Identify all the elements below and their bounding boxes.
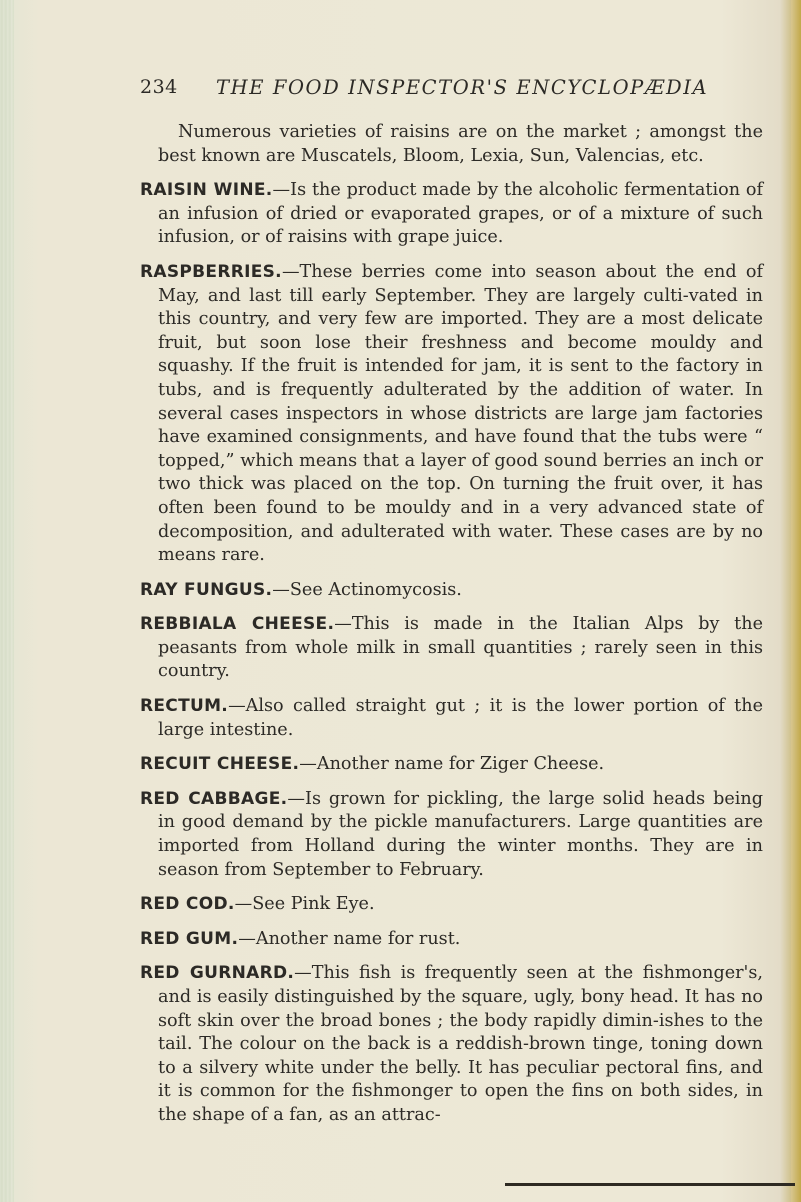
entry-paragraph [140, 928, 763, 952]
entry-paragraph [140, 695, 763, 742]
entry-term: RED GUM. [140, 928, 239, 949]
entry-text: Numerous varieties of raisins are on the market ; amongst the best known are Muscatels, Bloom, Lexia, Sun, Valencias, etc. [158, 122, 763, 166]
entry-text: —See Pink Eye. [234, 894, 375, 915]
entry-term: RECUIT CHEESE. [140, 754, 300, 775]
entry-paragraph [140, 121, 763, 168]
entry-paragraph [140, 893, 763, 917]
entry-term: RAY FUNGUS. [140, 579, 273, 600]
entry-text: —These berries come into season about the end of May, and last till early September. They are largely culti-vated in this country, and very few are imported. They are a most delicate fruit, but soon lose their freshness and become mouldy and squashy. If the fruit is intended for jam, it is sent to the factory in tubs, and is frequently adulterated by the addition of water. In several cases inspectors in whose districts are large jam factories have examined consignments, and have found that the tubs were “ topped,” which means that a layer of good sound berries an inch or two thick was placed on the top. On turning the fruit over, it has often been found to be mouldy and in a very advanced state of decomposition, and adulterated with water. These cases are by no means rare. [158, 261, 763, 566]
entry-paragraph [140, 579, 763, 603]
entry-term: RECTUM. [140, 696, 229, 717]
page-binding-edge [0, 0, 14, 1202]
entry-text: —Is grown for pickling, the large solid heads being in good demand by the pickle manufacturers. Large quantities are imported from Holland during the winter months. They are in season from September to February. [158, 788, 763, 880]
entry-term: RASPBERRIES. [140, 261, 282, 282]
entry-paragraph [140, 788, 763, 882]
entry-text: —This is made in the Italian Alps by the peasants from whole milk in small quantities ; rarely seen in this country. [158, 614, 763, 682]
entry-text: —Another name for Ziger Cheese. [299, 754, 605, 775]
entry-term: REBBIALA CHEESE. [140, 614, 335, 635]
entry-term: RAISIN WINE. [140, 180, 273, 201]
entry-term: RED GURNARD. [140, 963, 295, 984]
entry-paragraph [140, 753, 763, 777]
entry-text: —See Actinomycosis. [272, 579, 462, 600]
page-bottom-shadow-line [505, 1183, 795, 1186]
running-head-title: THE FOOD INSPECTOR'S ENCYCLOPÆDIA [216, 76, 709, 99]
entry-text: —Also called straight gut ; it is the lower portion of the large intestine. [158, 696, 763, 740]
entry-text: —Is the product made by the alcoholic fermentation of an infusion of dried or evaporated grapes, or of a mixture of such infusion, or of raisins with grape juice. [158, 180, 763, 248]
entry-paragraph [140, 261, 763, 568]
entry-term: RED CABBAGE. [140, 788, 288, 809]
entry-paragraph [140, 179, 763, 250]
entry-paragraph [140, 613, 763, 684]
page-header [140, 76, 760, 106]
entry-term: RED COD. [140, 894, 235, 915]
entry-text: —This fish is frequently seen at the fishmonger's, and is easily distinguished by the square, ugly, bony head. It has no soft skin over the broad bones ; the body rapidly dimin-ishes to the tail. The colour on the back is a reddish-brown tinge, toning down to a silvery white under the belly. It has peculiar pectoral fins, and it is common for the fishmonger to open the fins on both sides, in the shape of a fan, as an attrac- [158, 963, 763, 1125]
page-number: 234 [140, 76, 178, 98]
entry-text: —Another name for rust. [238, 928, 461, 949]
entry-paragraph [140, 962, 763, 1127]
page-body [140, 121, 763, 1139]
page-outer-edge [791, 0, 801, 1202]
